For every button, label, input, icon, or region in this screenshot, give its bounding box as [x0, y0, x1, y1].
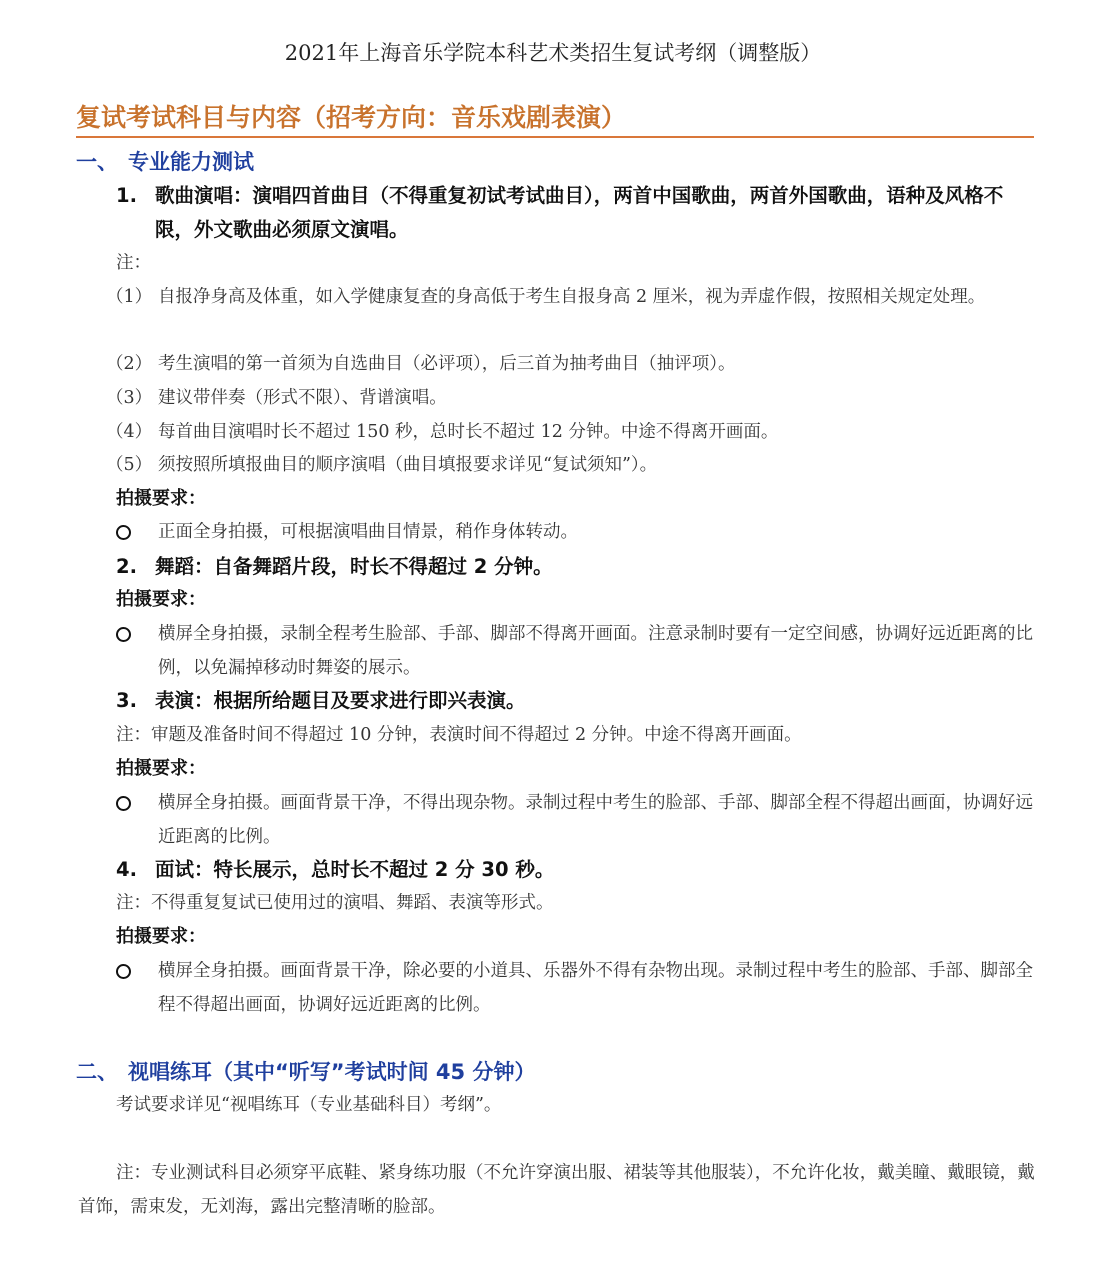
section2-heading — [76, 1055, 535, 1089]
note-text: 自报净身高及体重，如入学健康复查的身高低于考生自报身高 2 厘米，视为弄虚作假，按照相关规定处理。 — [158, 287, 986, 307]
filming-requirements-label: 拍摄要求： — [116, 488, 206, 509]
main-heading: 复试考试科目与内容（招考方向：音乐戏剧表演） — [76, 103, 627, 132]
filming-requirements-label: 拍摄要求： — [116, 926, 206, 947]
filming-requirement — [116, 954, 1036, 1022]
note-1 — [106, 280, 1036, 314]
circle-bullet-icon — [116, 627, 131, 642]
filming-requirement — [116, 515, 1036, 549]
note-text: 建议带伴奏（形式不限）、背谱演唱。 — [158, 388, 447, 408]
note-2 — [106, 347, 1036, 381]
heading-divider — [76, 136, 1034, 138]
note-number: （5） — [106, 455, 153, 475]
note-number: （3） — [106, 388, 153, 408]
item-1 — [116, 179, 1036, 247]
filming-requirements-label: 拍摄要求： — [116, 758, 206, 779]
note-text: 每首曲目演唱时长不超过 150 秒，总时长不超过 12 分钟。中途不得离开画面。 — [158, 422, 779, 442]
item-4 — [116, 853, 1036, 887]
section1-number: 一、 — [76, 150, 118, 174]
circle-bullet-icon — [116, 964, 131, 979]
section2-text: 考试要求详见“视唱练耳（专业基础科目）考纲”。 — [116, 1095, 502, 1115]
item-number: 2. — [116, 555, 137, 578]
circle-bullet-icon — [116, 796, 131, 811]
section1-label: 专业能力测试 — [128, 150, 254, 174]
item-3-note: 注：审题及准备时间不得超过 10 分钟，表演时间不得超过 2 分钟。中途不得离开画面。 — [116, 725, 802, 745]
item-2 — [116, 550, 1036, 584]
note-4 — [106, 415, 1036, 449]
requirement-text: 横屏全身拍摄，录制全程考生脸部、手部、脚部不得离开画面。注意录制时要有一定空间感，协调好远近距离的比例，以免漏掉移动时舞姿的展示。 — [158, 624, 1033, 678]
requirement-text: 横屏全身拍摄。画面背景干净，除必要的小道具、乐器外不得有杂物出现。录制过程中考生的脸部、手部、脚部全程不得超出画面，协调好远近距离的比例。 — [158, 961, 1033, 1015]
item-text: 舞蹈：自备舞蹈片段，时长不得超过 2 分钟。 — [155, 555, 553, 578]
note-text: 考生演唱的第一首须为自选曲目（必评项），后三首为抽考曲目（抽评项）。 — [158, 354, 736, 374]
note-label: 注： — [116, 253, 151, 273]
item-text: 面试：特长展示，总时长不超过 2 分 30 秒。 — [155, 858, 555, 881]
item-text: 歌曲演唱：演唱四首曲目（不得重复初试考试曲目），两首中国歌曲，两首外国歌曲，语种及风格不限，外文歌曲必须原文演唱。 — [155, 184, 1004, 241]
item-text: 表演：根据所给题目及要求进行即兴表演。 — [155, 689, 526, 712]
note-number: （2） — [106, 354, 153, 374]
filming-requirement — [116, 617, 1036, 685]
item-number: 1. — [116, 184, 137, 207]
item-number: 3. — [116, 689, 137, 712]
item-number: 4. — [116, 858, 137, 881]
item-4-note: 注：不得重复复试已使用过的演唱、舞蹈、表演等形式。 — [116, 893, 554, 913]
circle-bullet-icon — [116, 525, 131, 540]
note-number: （4） — [106, 422, 153, 442]
document-title: 2021年上海音乐学院本科艺术类招生复试考纲（调整版） — [284, 41, 822, 65]
note-3 — [106, 381, 1036, 415]
note-5 — [106, 448, 1036, 482]
note-text: 须按照所填报曲目的顺序演唱（曲目填报要求详见“复试须知”）。 — [158, 455, 658, 475]
section1-heading — [76, 145, 254, 179]
final-note: 注：专业测试科目必须穿平底鞋、紧身练功服（不允许穿演出服、裙装等其他服装），不允许化妆，戴美瞳、戴眼镜，戴首饰，需束发，无刘海，露出完整清晰的脸部。 — [78, 1163, 1035, 1217]
filming-requirement — [116, 786, 1036, 854]
note-number: （1） — [106, 287, 153, 307]
requirement-text: 正面全身拍摄，可根据演唱曲目情景，稍作身体转动。 — [158, 522, 578, 542]
section2-label: 视唱练耳（其中“听写”考试时间 45 分钟） — [128, 1060, 536, 1084]
item-3 — [116, 684, 1036, 718]
filming-requirements-label: 拍摄要求： — [116, 589, 206, 610]
requirement-text: 横屏全身拍摄。画面背景干净，不得出现杂物。录制过程中考生的脸部、手部、脚部全程不得超出画面，协调好远近距离的比例。 — [158, 793, 1033, 847]
section2-number: 二、 — [76, 1060, 118, 1084]
